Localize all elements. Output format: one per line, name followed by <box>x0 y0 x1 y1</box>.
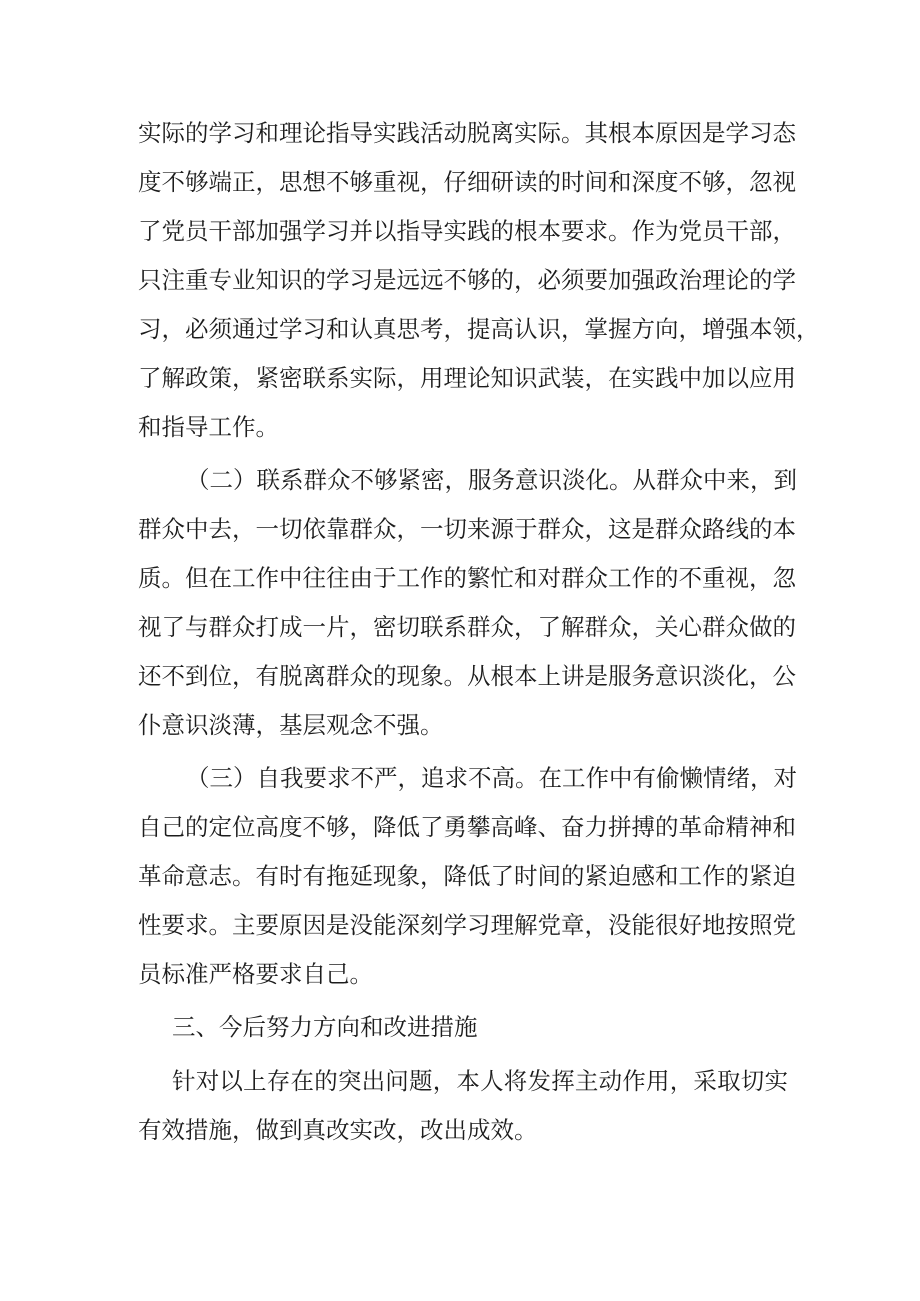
paragraph-2-line-6: 仆意识淡薄，基层观念不强。 <box>138 711 444 739</box>
paragraph-2-line-4: 视了与群众打成一片，密切联系群众，了解群众，关心群众做的 <box>138 613 796 641</box>
section-heading-3: 三、今后努力方向和改进措施 <box>172 1013 478 1041</box>
paragraph-3-line-2: 自己的定位高度不够，降低了勇攀高峰、奋力拼搏的革命精神和 <box>138 813 796 841</box>
paragraph-1-line-3: 了党员干部加强学习并以指导实践的根本要求。作为党员干部， <box>138 217 796 245</box>
paragraph-2-line-3: 质。但在工作中往往由于工作的繁忙和对群众工作的不重视，忽 <box>138 564 796 592</box>
paragraph-1-line-1: 实际的学习和理论指导实践活动脱离实际。其根本原因是学习态 <box>138 119 796 147</box>
paragraph-3-line-5: 员标准严格要求自己。 <box>138 960 373 988</box>
paragraph-3-line-4: 性要求。主要原因是没能深刻学习理解党章，没能很好地按照党 <box>138 911 796 939</box>
paragraph-1-line-5: 习，必须通过学习和认真思考，提高认识，掌握方向，增强本领， <box>138 315 820 343</box>
paragraph-3-line-3: 革命意志。有时有拖延现象，降低了时间的紧迫感和工作的紧迫 <box>138 862 796 890</box>
paragraph-1-line-7: 和指导工作。 <box>138 413 279 441</box>
paragraph-1-line-6: 了解政策，紧密联系实际，用理论知识武装，在实践中加以应用 <box>138 364 796 392</box>
paragraph-3-line-1: （三）自我要求不严，追求不高。在工作中有偷懒情绪，对 <box>186 764 797 792</box>
paragraph-1-line-4: 只注重专业知识的学习是远远不够的，必须要加强政治理论的学 <box>138 266 796 294</box>
paragraph-2-line-5: 还不到位，有脱离群众的现象。从根本上讲是服务意识淡化，公 <box>138 662 796 690</box>
paragraph-4-line-2: 有效措施，做到真改实改，改出成效。 <box>138 1116 538 1144</box>
paragraph-1-line-2: 度不够端正，思想不够重视，仔细研读的时间和深度不够，忽视 <box>138 168 796 196</box>
paragraph-2-line-1: （二）联系群众不够紧密，服务意识淡化。从群众中来，到 <box>186 466 797 494</box>
paragraph-4-line-1: 针对以上存在的突出问题，本人将发挥主动作用，采取切实 <box>172 1067 788 1095</box>
paragraph-2-line-2: 群众中去，一切依靠群众，一切来源于群众，这是群众路线的本 <box>138 515 796 543</box>
